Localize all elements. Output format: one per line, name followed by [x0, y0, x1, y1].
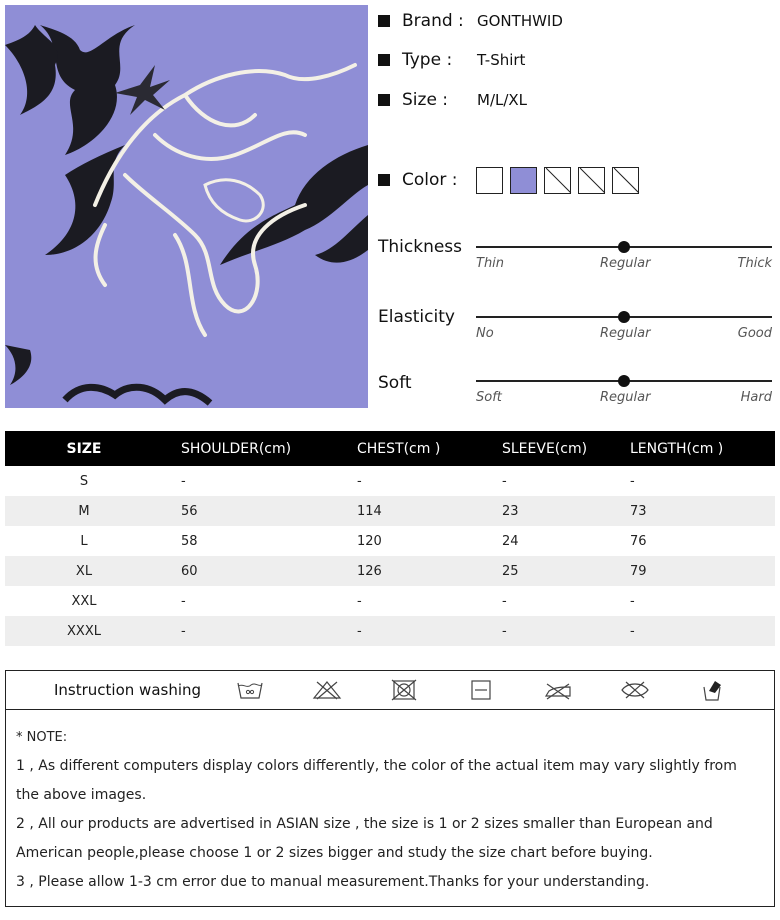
header-shoulder: SHOULDER(cm): [163, 431, 339, 466]
swatch-purple[interactable]: [510, 167, 537, 194]
header-size: SIZE: [5, 431, 163, 466]
scale-marker: [618, 311, 630, 323]
type-row: [378, 47, 778, 73]
color-label: Color :: [402, 170, 458, 190]
cell-chest: -: [357, 473, 362, 489]
cell-chest: 126: [339, 556, 484, 586]
bucket-icon: [697, 679, 727, 701]
cell-sleeve: 24: [502, 533, 519, 549]
cell-sleeve: -: [484, 616, 612, 646]
size-label: Size :: [402, 90, 449, 110]
swatch-unavailable: [612, 167, 639, 194]
cell-size: XXXL: [5, 616, 163, 646]
bullet-square-icon: [378, 94, 390, 106]
no-dry-clean-icon: [620, 679, 650, 701]
brand-row: [378, 8, 778, 34]
washing-title: Instruction washing: [54, 681, 202, 699]
cell-size: XL: [5, 556, 163, 586]
swatch-white[interactable]: [476, 167, 503, 194]
cell-length: 79: [612, 556, 775, 586]
scale-left-label: Soft: [476, 390, 502, 405]
type-value: T-Shirt: [477, 51, 526, 69]
cell-size: M: [5, 496, 163, 526]
header-length: LENGTH(cm ): [612, 431, 775, 466]
scale-marker: [618, 241, 630, 253]
cell-shoulder: 56: [163, 496, 339, 526]
cell-shoulder: -: [163, 616, 339, 646]
cell-shoulder: 58: [181, 533, 198, 549]
scale-left-label: Thin: [476, 256, 505, 271]
swatch-unavailable: [544, 167, 571, 194]
header-sleeve: SLEEVE(cm): [484, 431, 612, 466]
thickness-title: Thickness: [378, 237, 463, 257]
soft-title: Soft: [378, 373, 412, 393]
cell-sleeve: 23: [484, 496, 612, 526]
scale-right-label: Good: [737, 326, 772, 341]
elasticity-title: Elasticity: [378, 307, 455, 327]
cell-length: -: [630, 593, 635, 609]
cell-size: S: [79, 473, 89, 489]
cell-shoulder: -: [181, 593, 186, 609]
cell-chest: 114: [339, 496, 484, 526]
size-value: M/L/XL: [477, 91, 528, 109]
table-row: [5, 466, 775, 496]
note-line-1: 1 , As different computers display colors differently, the color of the actual item may vary slightly from the above images.: [16, 758, 737, 803]
scale-left-label: No: [476, 326, 494, 341]
type-label: Type :: [402, 50, 453, 70]
scale-marker: [618, 375, 630, 387]
scale-mid-label: Regular: [600, 390, 651, 405]
cell-shoulder: 60: [163, 556, 339, 586]
low-iron-icon: [543, 679, 573, 701]
scale-mid-label: Regular: [600, 326, 651, 341]
cell-chest: 120: [357, 533, 382, 549]
cell-length: -: [612, 616, 775, 646]
note-box: [5, 709, 775, 907]
table-row: [5, 526, 775, 556]
cell-length: -: [630, 473, 635, 489]
cell-length: 73: [612, 496, 775, 526]
brand-value: GONTHWID: [477, 12, 563, 30]
washing-instructions: [5, 670, 775, 710]
dry-flat-icon: [466, 679, 496, 701]
bullet-square-icon: [378, 15, 390, 27]
cell-sleeve: 25: [484, 556, 612, 586]
scale-right-label: Hard: [740, 390, 772, 405]
size-row: [378, 87, 778, 113]
cell-size: L: [80, 533, 88, 549]
table-header-row: [5, 431, 775, 466]
table-row: [5, 586, 775, 616]
no-tumble-dry-icon: [389, 679, 419, 701]
hand-wash-icon: [235, 679, 265, 701]
bullet-square-icon: [378, 54, 390, 66]
cell-sleeve: -: [502, 473, 507, 489]
color-swatches: [476, 167, 639, 194]
cell-length: 76: [630, 533, 647, 549]
cell-shoulder: -: [181, 473, 186, 489]
brand-label: Brand :: [402, 11, 464, 31]
note-heading: * NOTE:: [16, 730, 68, 745]
size-chart-table: [5, 431, 775, 646]
note-line-3: 3 , Please allow 1-3 cm error due to manual measurement.Thanks for your understanding.: [16, 874, 650, 890]
cell-chest: -: [357, 593, 362, 609]
table-row: [5, 616, 775, 646]
bullet-square-icon: [378, 174, 390, 186]
product-photo: [5, 5, 368, 408]
cell-sleeve: -: [502, 593, 507, 609]
swatch-unavailable: [578, 167, 605, 194]
table-row: [5, 496, 775, 526]
scale-mid-label: Regular: [600, 256, 651, 271]
header-chest: CHEST(cm ): [339, 431, 484, 466]
scale-right-label: Thick: [737, 256, 772, 271]
no-bleach-icon: [312, 679, 342, 701]
cell-chest: -: [339, 616, 484, 646]
cell-size: XXL: [71, 593, 97, 609]
note-line-2: 2 , All our products are advertised in ASIAN size , the size is 1 or 2 sizes smaller than European and American people,please choose 1 or 2 sizes bigger and study the size chart before buying.: [16, 816, 713, 861]
table-row: [5, 556, 775, 586]
